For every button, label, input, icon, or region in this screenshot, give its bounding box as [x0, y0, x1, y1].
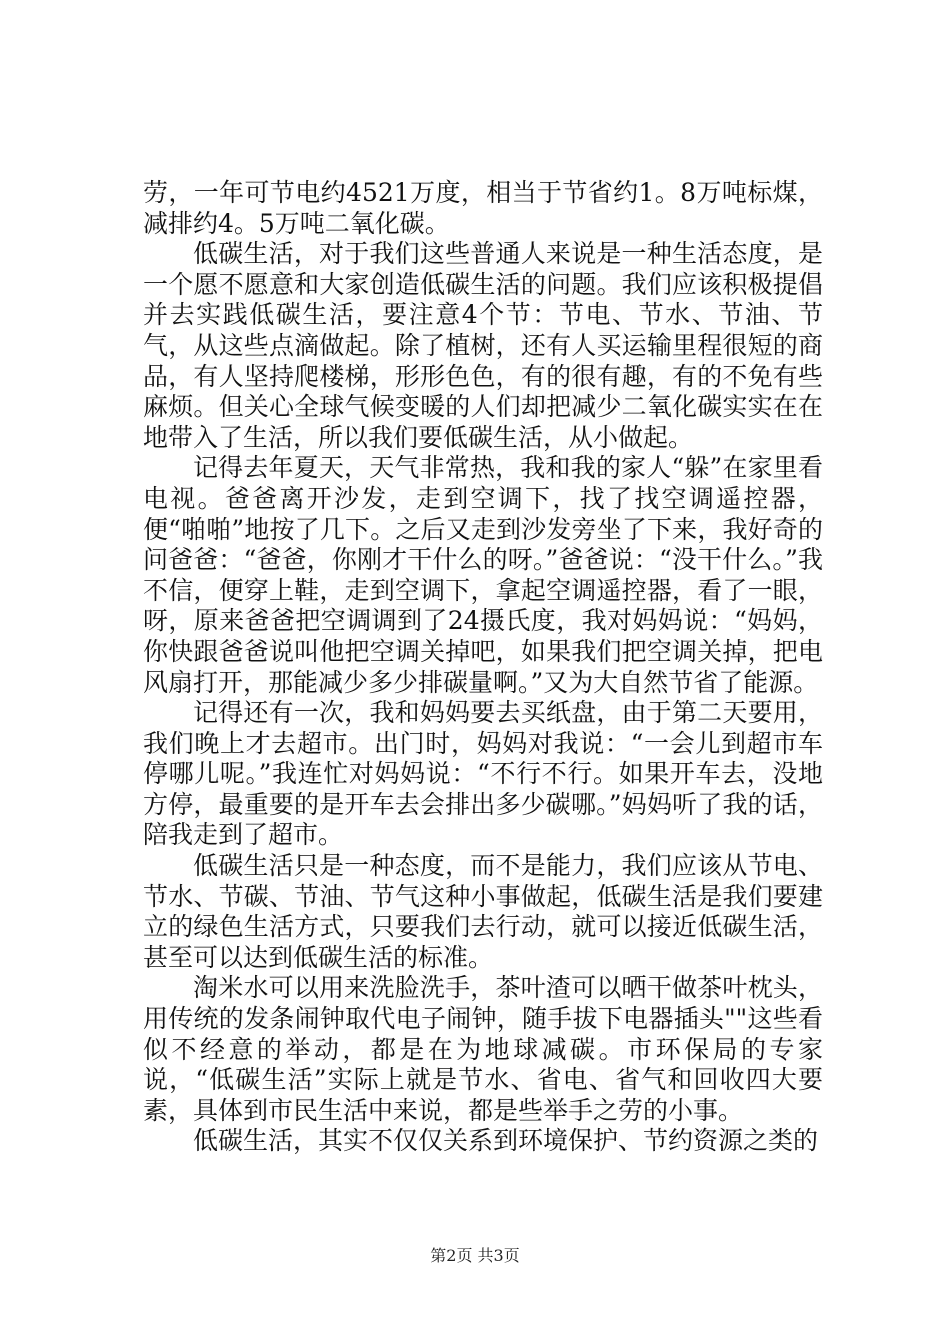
paragraph-7: 低碳生活，其实不仅仅关系到环境保护、节约资源之类的: [193, 1126, 819, 1156]
document-body: [143, 178, 823, 1157]
paragraph-2: 低碳生活，对于我们这些普通人来说是一种生活态度，是一个愿不愿意和大家创造低碳生活的问题。我们应该积极提倡并去实践低碳生活，要注意4个节：节电、节水、节油、节气，从这些点滴做起。除了植树，还有人买运输里程很短的商品，有人坚持爬楼梯，形形色色，有的很有趣，有的不免有些麻烦。但关心全球气候变暖的人们却把减少二氧化碳实实在在地带入了生活，所以我们要低碳生活，从小做起。: [143, 239, 823, 452]
paragraph-5: 低碳生活只是一种态度，而不是能力，我们应该从节电、节水、节碳、节油、节气这种小事做起，低碳生活是我们要建立的绿色生活方式，只要我们去行动，就可以接近低碳生活，甚至可以达到低碳生活的标准。: [143, 851, 823, 972]
paragraph-3: 记得去年夏天，天气非常热，我和我的家人“躲”在家里看电视。爸爸离开沙发，走到空调下，找了找空调遥控器，便“啪啪”地按了几下。之后又走到沙发旁坐了下来，我好奇的问爸爸：“爸爸，你刚才干什么的呀。”爸爸说：“没干什么。”我不信，便穿上鞋，走到空调下，拿起空调遥控器，看了一眼，呀，原来爸爸把空调调到了24摄氏度，我对妈妈说：“妈妈，你快跟爸爸说叫他把空调关掉吧，如果我们把空调关掉，把电风扇打开，那能减少多少排碳量啊。”又为大自然节省了能源。: [143, 453, 823, 697]
page-number-label: 第2页 共3页: [430, 1246, 520, 1265]
paragraph-1: 劳，一年可节电约4521万度，相当于节省约1。8万吨标煤，减排约4。5万吨二氧化碳。: [143, 178, 823, 238]
paragraph-6: 淘米水可以用来洗脸洗手，茶叶渣可以晒干做茶叶枕头，用传统的发条闹钟取代电子闹钟，随手拔下电器插头""这些看似不经意的举动，都是在为地球减碳。市环保局的专家说，“低碳生活”实际上就是节水、省电、省气和回收四大要素，具体到市民生活中来说，都是些举手之劳的小事。: [143, 973, 823, 1125]
paragraph-4: 记得还有一次，我和妈妈要去买纸盘，由于第二天要用，我们晚上才去超市。出门时，妈妈对我说：“一会儿到超市车停哪儿呢。”我连忙对妈妈说：“不行不行。如果开车去，没地方停，最重要的是开车去会排出多少碳哪。”妈妈听了我的话，陪我走到了超市。: [143, 698, 823, 850]
page-footer: [0, 1243, 950, 1266]
